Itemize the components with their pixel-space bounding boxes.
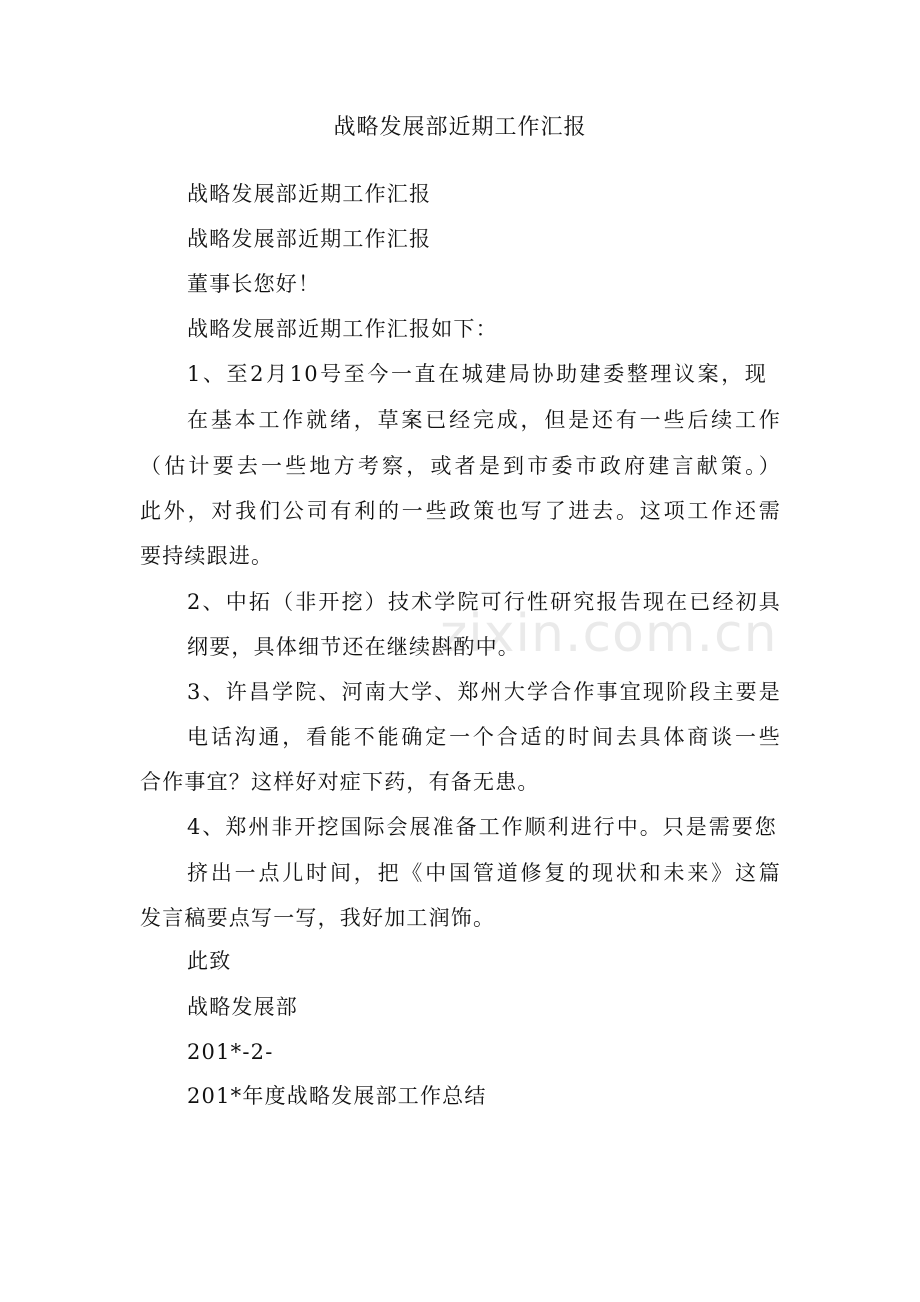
- item-1-line-1: 1、至2月10号至今一直在城建局协助建委整理议案，现: [187, 362, 767, 386]
- signature-date: 201*-2-: [187, 1040, 274, 1064]
- signature-department: 战略发展部: [187, 995, 298, 1019]
- item-2-line-1: 2、中拓（非开挖）技术学院可行性研究报告现在已经初具: [187, 590, 781, 614]
- closing-line: 此致: [187, 949, 232, 973]
- item-4-line-3: 发言稿要点写一写，我好加工润饰。: [140, 906, 496, 930]
- item-2-line-2: 纲要，具体细节还在继续斟酌中。: [187, 635, 520, 659]
- intro-line: 战略发展部近期工作汇报如下：: [187, 317, 498, 341]
- item-4-line-1: 4、郑州非开挖国际会展准备工作顺利进行中。只是需要您: [187, 815, 777, 839]
- item-3-line-2: 电话沟通，看能不能确定一个合适的时间去具体商谈一些: [187, 725, 781, 749]
- item-3-line-1: 3、许昌学院、河南大学、郑州大学合作事宜现阶段主要是: [187, 680, 781, 704]
- item-4-line-2: 挤出一点儿时间，把《中国管道修复的现状和未来》这篇: [187, 861, 781, 885]
- item-1-line-4: 此外，对我们公司有利的一些政策也写了进去。这项工作还需: [140, 499, 781, 523]
- item-3-line-3: 合作事宜？这样好对症下药，有备无患。: [140, 770, 540, 794]
- greeting-line: 董事长您好！: [187, 272, 321, 296]
- text-line: 战略发展部近期工作汇报: [187, 182, 432, 206]
- next-section-title: 201*年度战略发展部工作总结: [187, 1084, 487, 1108]
- text-line: 战略发展部近期工作汇报: [187, 227, 432, 251]
- item-1-line-3: （估计要去一些地方考察，或者是到市委市政府建言献策。）: [140, 454, 781, 478]
- document-title: 战略发展部近期工作汇报: [333, 115, 587, 140]
- item-1-line-5: 要持续跟进。: [140, 544, 274, 568]
- item-1-line-2: 在基本工作就绪，草案已经完成，但是还有一些后续工作: [187, 408, 781, 432]
- watermark: zixin.com.cn: [440, 604, 778, 664]
